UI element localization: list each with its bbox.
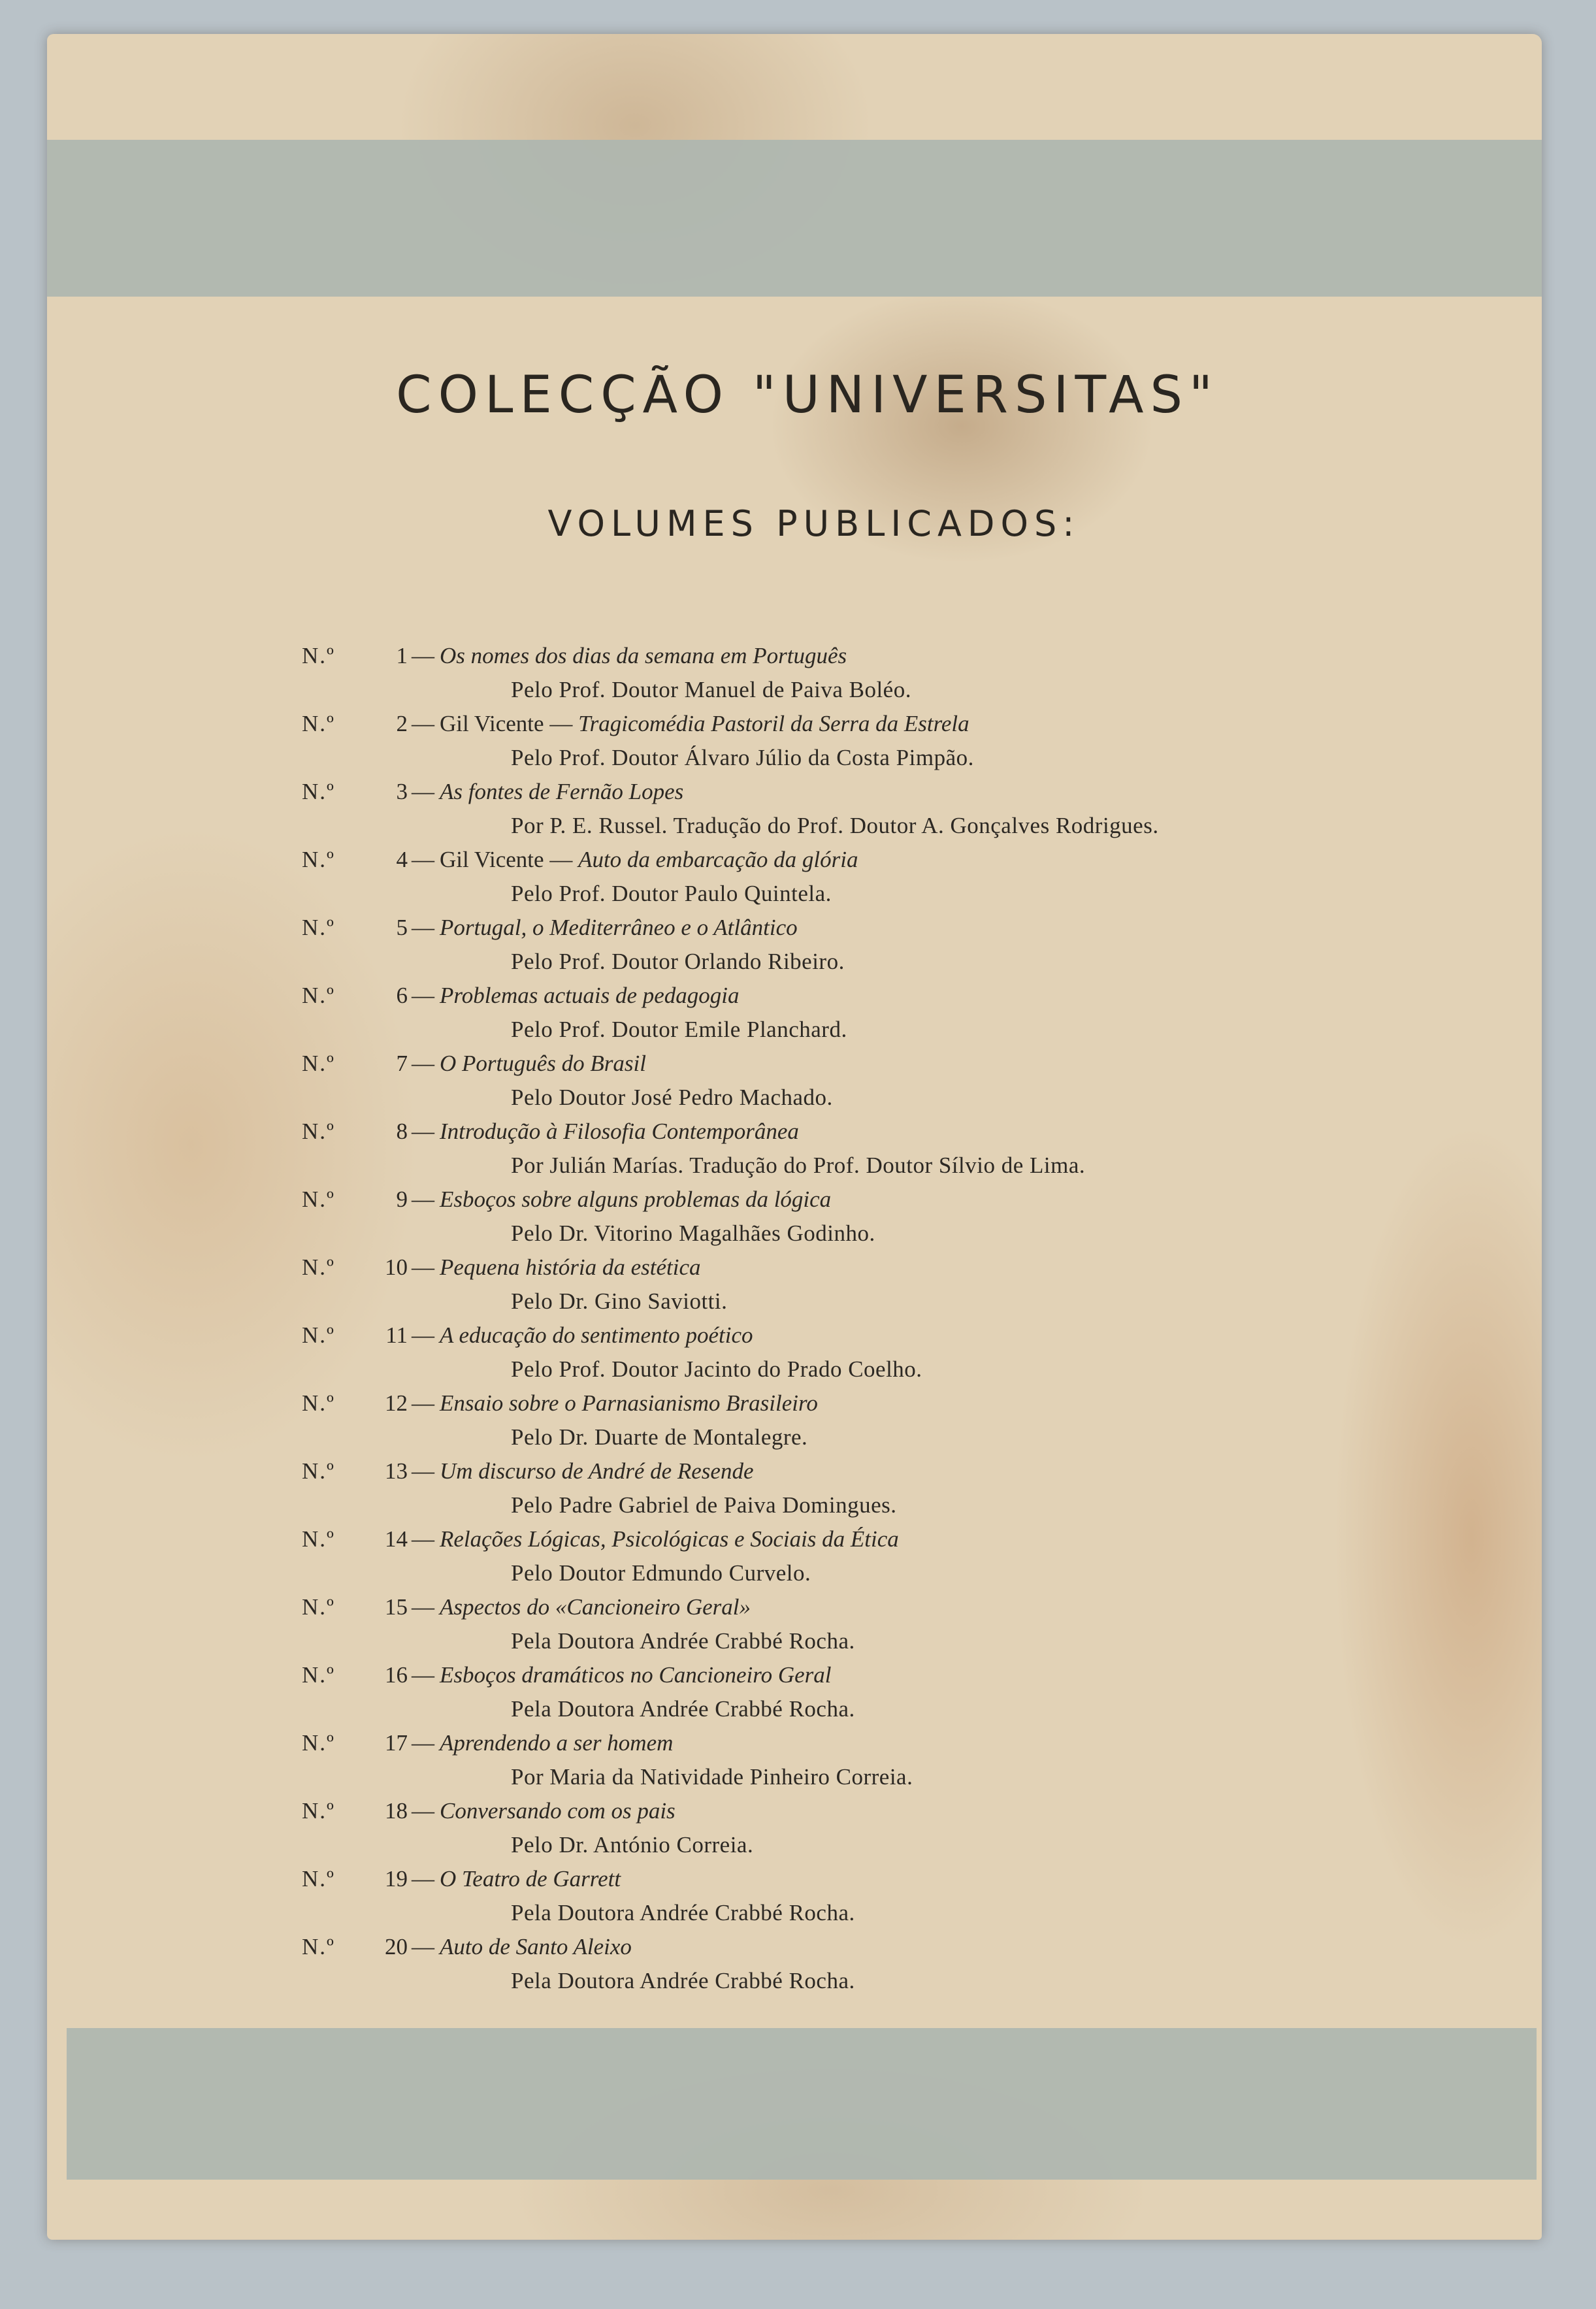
volume-entry <box>302 1454 1412 1522</box>
volume-title-text: Aprendendo a ser homem <box>440 1730 674 1756</box>
volume-dash: — <box>412 1798 434 1824</box>
volume-dash: — <box>412 1934 434 1959</box>
volume-number: 3 <box>396 779 408 804</box>
volume-dash: — <box>412 1254 434 1280</box>
volume-heading-line <box>302 1251 1412 1285</box>
volume-number-prefix: N.º <box>302 847 335 872</box>
volume-title <box>440 1590 751 1624</box>
volume-heading-line <box>302 1386 1412 1420</box>
volume-number-prefix: N.º <box>302 1866 335 1891</box>
volume-author: Pelo Prof. Doutor Álvaro Júlio da Costa Pimpão. <box>511 745 974 770</box>
volume-number-prefix: N.º <box>302 1594 335 1620</box>
volume-number: 1 <box>396 643 408 668</box>
volume-number: 4 <box>396 847 408 872</box>
volume-number-prefix: N.º <box>302 779 335 804</box>
volume-number-prefix: N.º <box>302 643 335 668</box>
collection-title: COLECÇÃO "UNIVERSITAS" <box>396 366 1219 425</box>
volume-author: Pela Doutora Andrée Crabbé Rocha. <box>511 1900 855 1925</box>
volume-title-text: Problemas actuais de pedagogia <box>440 983 740 1008</box>
volume-entry <box>302 1115 1412 1183</box>
volume-title-text: Os nomes dos dias da semana em Português <box>440 643 847 668</box>
volume-number: 2 <box>396 711 408 736</box>
volume-number: 19 <box>385 1866 408 1891</box>
volume-heading-line <box>302 1454 1412 1488</box>
volume-title-text: Auto de Santo Aleixo <box>440 1934 632 1959</box>
volume-dash: — <box>412 1866 434 1891</box>
volume-author: Pela Doutora Andrée Crabbé Rocha. <box>511 1696 855 1722</box>
volume-entry <box>302 1386 1412 1454</box>
volume-dash: — <box>412 1730 434 1756</box>
volume-dash: — <box>412 1390 434 1416</box>
volume-author: Pelo Dr. Duarte de Montalegre. <box>511 1424 808 1450</box>
volume-number: 6 <box>396 983 408 1008</box>
volume-dash: — <box>412 1322 434 1348</box>
volume-number: 20 <box>385 1934 408 1959</box>
volume-number: 14 <box>385 1526 408 1552</box>
volume-title-text: A educação do sentimento poético <box>440 1322 753 1348</box>
volume-number-prefix: N.º <box>302 711 335 736</box>
volume-author: Pelo Prof. Doutor Orlando Ribeiro. <box>511 949 845 974</box>
volume-title <box>440 911 798 945</box>
volume-entry <box>302 1251 1412 1318</box>
volume-list <box>302 639 1412 1998</box>
volume-author: Pelo Dr. Gino Saviotti. <box>511 1288 728 1314</box>
volume-dash: — <box>412 1526 434 1552</box>
volume-dash: — <box>412 1051 434 1076</box>
volume-entry <box>302 1318 1412 1386</box>
bottom-grey-band <box>67 2028 1537 2180</box>
volume-number: 9 <box>396 1187 408 1212</box>
volume-number-prefix: N.º <box>302 1119 335 1144</box>
volume-title-text: Um discurso de André de Resende <box>440 1458 754 1484</box>
volume-title <box>440 1862 621 1896</box>
volume-author: Pelo Prof. Doutor Manuel de Paiva Boléo. <box>511 677 911 702</box>
volume-number: 15 <box>385 1594 408 1620</box>
volume-heading-line <box>302 1590 1412 1624</box>
volume-title-text: O Português do Brasil <box>440 1051 646 1076</box>
volume-dash: — <box>412 1458 434 1484</box>
volume-title-text: Esboços dramáticos no Cancioneiro Geral <box>440 1662 832 1688</box>
volume-author: Pelo Doutor José Pedro Machado. <box>511 1085 833 1110</box>
volume-entry <box>302 1658 1412 1726</box>
volume-heading-line <box>302 979 1412 1013</box>
volume-heading-line <box>302 911 1412 945</box>
volume-number: 7 <box>396 1051 408 1076</box>
volume-dash: — <box>412 847 434 872</box>
volume-number: 13 <box>385 1458 408 1484</box>
volume-entry <box>302 911 1412 979</box>
volume-number: 8 <box>396 1119 408 1144</box>
volume-entry <box>302 1590 1412 1658</box>
volume-number-prefix: N.º <box>302 1458 335 1484</box>
volume-title-text: Pequena história da estética <box>440 1254 701 1280</box>
volume-number-prefix: N.º <box>302 1390 335 1416</box>
volume-dash: — <box>412 711 434 736</box>
volume-number: 16 <box>385 1662 408 1688</box>
volume-title-text: Relações Lógicas, Psicológicas e Sociais da Ética <box>440 1526 899 1552</box>
volume-number: 12 <box>385 1390 408 1416</box>
booklet-back-cover <box>47 34 1542 2240</box>
volume-author: Pelo Dr. António Correia. <box>511 1832 754 1858</box>
volume-title-lead: Gil Vicente — <box>440 711 579 736</box>
volume-author: Pelo Prof. Doutor Jacinto do Prado Coelho. <box>511 1356 922 1382</box>
volume-title-text: Introdução à Filosofia Contemporânea <box>440 1119 799 1144</box>
volume-title-text: Auto da embarcação da glória <box>578 847 858 872</box>
volume-heading-line <box>302 1183 1412 1217</box>
volume-title-text: O Teatro de Garrett <box>440 1866 621 1891</box>
volume-heading-line <box>302 1930 1412 1964</box>
volume-author: Pela Doutora Andrée Crabbé Rocha. <box>511 1628 855 1654</box>
volume-dash: — <box>412 1594 434 1620</box>
volume-number-prefix: N.º <box>302 1254 335 1280</box>
volume-title-text: Conversando com os pais <box>440 1798 676 1824</box>
volume-title <box>440 1658 832 1692</box>
volume-heading-line <box>302 707 1412 741</box>
volume-entry <box>302 1726 1412 1794</box>
volume-title <box>440 1183 831 1217</box>
volume-title-text: Ensaio sobre o Parnasianismo Brasileiro <box>440 1390 818 1416</box>
volume-number-prefix: N.º <box>302 983 335 1008</box>
volume-author: Pela Doutora Andrée Crabbé Rocha. <box>511 1968 855 1993</box>
volume-title-text: Esboços sobre alguns problemas da lógica <box>440 1187 832 1212</box>
volume-heading-line <box>302 1047 1412 1081</box>
volume-entry <box>302 1183 1412 1251</box>
volume-title-lead: Gil Vicente — <box>440 847 579 872</box>
volume-number-prefix: N.º <box>302 1051 335 1076</box>
volume-heading-line <box>302 1862 1412 1896</box>
volume-entry <box>302 1047 1412 1115</box>
volume-title <box>440 1522 899 1556</box>
volume-entry <box>302 775 1412 843</box>
volume-dash: — <box>412 1119 434 1144</box>
volume-title-text: Aspectos do «Cancioneiro Geral» <box>440 1594 751 1620</box>
volume-number: 17 <box>385 1730 408 1756</box>
volume-title <box>440 1047 646 1081</box>
volume-number: 5 <box>396 915 408 940</box>
volume-title-text: Portugal, o Mediterrâneo e o Atlântico <box>440 915 798 940</box>
volume-heading-line <box>302 843 1412 877</box>
volume-number: 10 <box>385 1254 408 1280</box>
volume-entry <box>302 639 1412 707</box>
volume-entry <box>302 843 1412 911</box>
volume-number-prefix: N.º <box>302 1187 335 1212</box>
published-volumes-heading: VOLUMES PUBLICADOS: <box>547 503 1081 544</box>
volume-dash: — <box>412 1662 434 1688</box>
volume-title-text: As fontes de Fernão Lopes <box>440 779 684 804</box>
volume-heading-line <box>302 1115 1412 1149</box>
volume-author: Pelo Prof. Doutor Paulo Quintela. <box>511 881 832 906</box>
volume-number-prefix: N.º <box>302 1934 335 1959</box>
volume-title <box>440 979 740 1013</box>
volume-entry <box>302 1930 1412 1998</box>
volume-title <box>440 1454 754 1488</box>
volume-entry <box>302 979 1412 1047</box>
volume-title <box>440 1726 673 1760</box>
volume-author: Pelo Dr. Vitorino Magalhães Godinho. <box>511 1220 875 1246</box>
volume-title <box>440 1251 701 1285</box>
volume-entry <box>302 1862 1412 1930</box>
volume-author: Pelo Padre Gabriel de Paiva Domingues. <box>511 1492 897 1518</box>
volume-number: 18 <box>385 1798 408 1824</box>
volume-title <box>440 1794 676 1828</box>
top-grey-band <box>47 140 1542 297</box>
volume-title <box>440 707 969 741</box>
volume-dash: — <box>412 983 434 1008</box>
volume-number-prefix: N.º <box>302 1662 335 1688</box>
volume-heading-line <box>302 1318 1412 1352</box>
volume-title <box>440 843 858 877</box>
volume-heading-line <box>302 1522 1412 1556</box>
volume-heading-line <box>302 1726 1412 1760</box>
volume-heading-line <box>302 775 1412 809</box>
volume-dash: — <box>412 1187 434 1212</box>
volume-title <box>440 775 683 809</box>
volume-title-text: Tragicomédia Pastoril da Serra da Estrela <box>578 711 969 736</box>
volume-title <box>440 639 847 673</box>
volume-dash: — <box>412 779 434 804</box>
volume-heading-line <box>302 1658 1412 1692</box>
volume-number-prefix: N.º <box>302 1798 335 1824</box>
volume-title <box>440 1386 818 1420</box>
volume-author: Por P. E. Russel. Tradução do Prof. Doutor A. Gonçalves Rodrigues. <box>511 813 1159 838</box>
volume-entry <box>302 707 1412 775</box>
volume-entry <box>302 1794 1412 1862</box>
volume-number-prefix: N.º <box>302 915 335 940</box>
volume-title <box>440 1318 753 1352</box>
volume-author: Pelo Doutor Edmundo Curvelo. <box>511 1560 811 1586</box>
volume-number-prefix: N.º <box>302 1526 335 1552</box>
volume-heading-line <box>302 639 1412 673</box>
volume-entry <box>302 1522 1412 1590</box>
volume-title <box>440 1115 799 1149</box>
volume-number: 11 <box>385 1322 408 1348</box>
volume-dash: — <box>412 643 434 668</box>
volume-heading-line <box>302 1794 1412 1828</box>
volume-author: Por Julián Marías. Tradução do Prof. Doutor Sílvio de Lima. <box>511 1153 1086 1178</box>
volume-number-prefix: N.º <box>302 1730 335 1756</box>
volume-number-prefix: N.º <box>302 1322 335 1348</box>
volume-title <box>440 1930 632 1964</box>
volume-dash: — <box>412 915 434 940</box>
volume-author: Pelo Prof. Doutor Emile Planchard. <box>511 1017 847 1042</box>
volume-author: Por Maria da Natividade Pinheiro Correia. <box>511 1764 913 1790</box>
